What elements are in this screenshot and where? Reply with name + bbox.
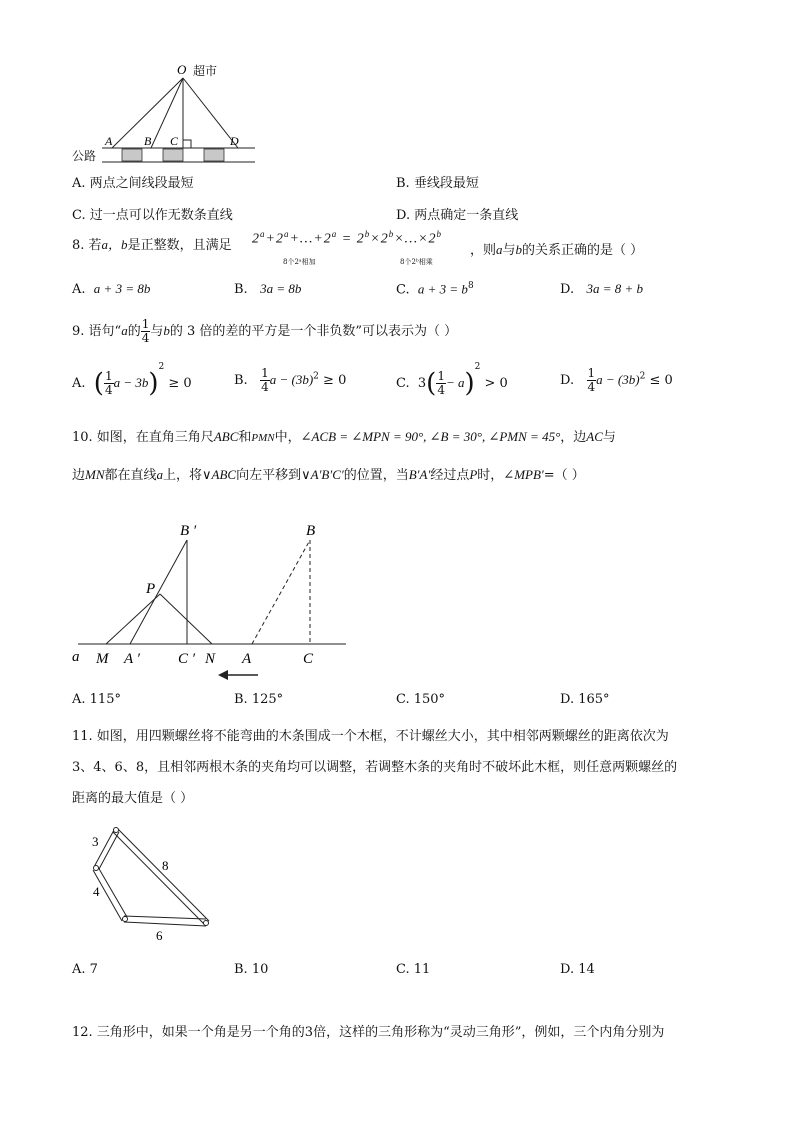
fig-wooden-frame	[78, 820, 228, 950]
q9-option-b[interactable]: B. $\frac{1}{4}$ $a - (3b)^2 \ge 0$	[234, 366, 347, 394]
fig11-side-6: 6	[156, 928, 163, 943]
q8-prefix: 8. 若	[72, 238, 102, 253]
q8-option-b[interactable]: B. 3a = 8b	[234, 281, 302, 297]
fig10-label-b: B	[306, 523, 316, 539]
q9-option-a[interactable]: A. ( $\frac{1}{4}$ a − 3b)$^2$ ≥ 0	[72, 362, 192, 399]
q8-mid: 是正整数，且满足	[127, 238, 232, 253]
fig10-label-ap: A ′	[124, 651, 140, 667]
fig11-side-8: 8	[162, 858, 169, 873]
fig-supermarket-road	[70, 58, 260, 168]
fig11-side-3: 3	[92, 834, 99, 849]
fig7-label-o: O	[177, 62, 187, 77]
q10-option-a[interactable]: A. 115°	[72, 692, 121, 707]
fig10-label-m: M	[96, 651, 109, 667]
question-10-line-2: 边MN都在直线a上，将∨ABC向左平移到∨A′B′C′的位置，当B′A′经过点P时，∠MPB′=（ ）	[72, 467, 585, 483]
q7-option-b[interactable]: B. 垂线段最短	[396, 176, 479, 191]
q9-option-c[interactable]: C. 3( $\frac{1}{4}$ − a)$^2$ > 0	[396, 362, 508, 399]
question-11-line-1: 11. 如图，用四颗螺丝将不能弯曲的木条围成一个木框，不计螺丝大小，其中相邻两颗螺丝的距离依次为	[72, 729, 669, 744]
fig7-label-d: D	[230, 134, 239, 148]
q8-option-a[interactable]: A. a + 3 = 8b	[72, 281, 151, 297]
q7-option-a[interactable]: A. 两点之间线段最短	[72, 176, 194, 191]
q8-option-c[interactable]: C. $a + 3 = b^8$	[396, 281, 474, 298]
q10-option-b[interactable]: B. 125°	[234, 692, 284, 707]
q8-suffix: ，则a与b的关系正确的是（ ）	[470, 242, 644, 258]
q11-option-b[interactable]: B. 10	[234, 962, 269, 977]
fig10-label-p: P	[146, 581, 156, 597]
question-10-line-1: 10. 如图，在直角三角尺ABC和PMN中，∠ACB = ∠MPN = 90°, ∠B = 30°, ∠PMN = 45°，边AC与	[72, 429, 616, 445]
q8-vars: a，b	[101, 237, 128, 252]
question-8-stem	[72, 234, 232, 253]
q8-underbrace-left: 8个2ᵃ相加	[283, 258, 316, 266]
q10-option-d[interactable]: D. 165°	[560, 692, 610, 707]
fig7-market-label: 超市	[193, 64, 218, 78]
q8-option-d[interactable]: D. 3a = 8 + b	[560, 281, 644, 297]
q11-option-d[interactable]: D. 14	[560, 962, 595, 977]
q7-option-c[interactable]: C. 过一点可以作无数条直线	[72, 208, 233, 223]
fig7-label-c: C	[170, 134, 179, 148]
fig10-label-cp: C ′	[178, 651, 196, 667]
fig10-label-n: N	[205, 651, 216, 667]
question-11-line-3: 距离的最大值是（ ）	[72, 791, 194, 806]
q8-underbrace-right: 8个2ᵇ相乘	[400, 258, 433, 266]
fig10-label-bp: B ′	[180, 523, 197, 539]
fig7-label-a: A	[105, 134, 113, 148]
question-9-stem: 9. 语句“a的 $\frac{1}{4}$ 与b的 3 倍的差的平方是一个非负数”可以表示为（ ）	[72, 317, 458, 345]
fig11-side-4: 4	[93, 884, 100, 899]
fig10-label-a-line: a	[72, 649, 80, 665]
fig10-label-c: C	[303, 651, 314, 667]
fig7-road-label: 公路	[72, 149, 97, 163]
fig-triangle-translation	[66, 515, 356, 685]
q9-option-d[interactable]: D. $\frac{1}{4}$ $a - (3b)^2 \le 0$	[560, 366, 673, 394]
fig7-label-b: B	[144, 134, 152, 148]
fig10-label-a: A	[242, 651, 252, 667]
q11-option-a[interactable]: A. 7	[72, 962, 98, 977]
q10-option-c[interactable]: C. 150°	[396, 692, 446, 707]
q8-equation: $2^a+2^a+\dots+2^a$ = $2^b\times 2^b\times\dots\times 2^b$	[252, 229, 443, 247]
question-11-line-2: 3、4、6、8，且相邻两根木条的夹角均可以调整，若调整木条的夹角时不破坏此木框，则任意两颗螺丝的	[72, 760, 678, 775]
question-12-line-1: 12. 三角形中，如果一个角是另一个角的3倍，这样的三角形称为“灵动三角形”，例如，三个内角分别为	[72, 1025, 665, 1040]
q7-option-d[interactable]: D. 两点确定一条直线	[396, 208, 519, 223]
q11-option-c[interactable]: C. 11	[396, 962, 431, 977]
